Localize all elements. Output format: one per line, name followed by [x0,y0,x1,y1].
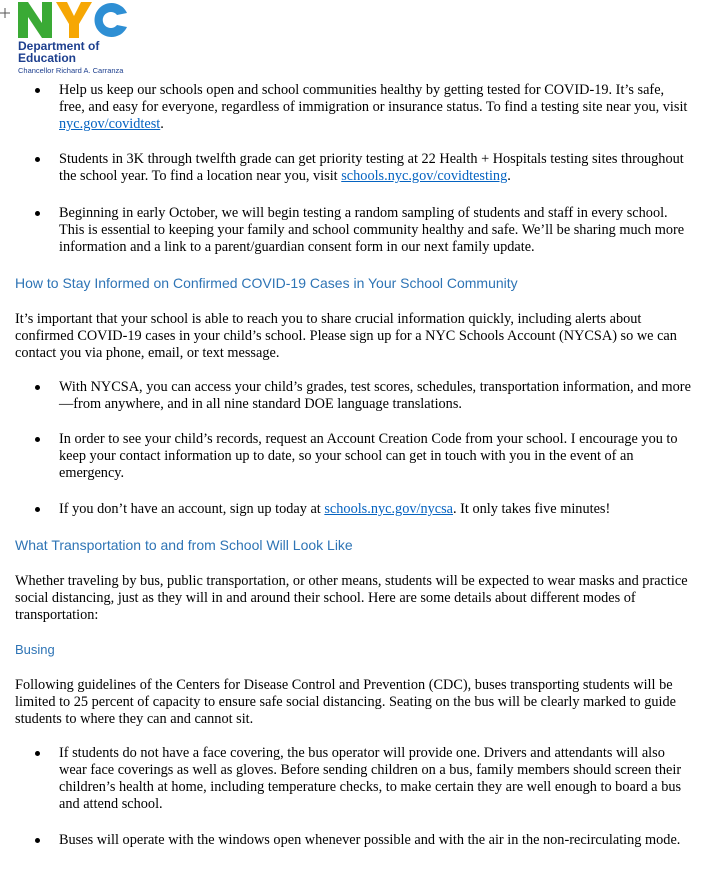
chancellor-name: Chancellor Richard A. Carranza [18,66,124,75]
bullet-dot [34,837,42,845]
bullet-dot [34,210,42,218]
nyc-letter-c [95,3,127,37]
section-heading-informed: How to Stay Informed on Confirmed COVID-19 Cases in Your School Community [15,275,518,291]
bullet-dot [34,506,42,514]
list-item: With NYCSA, you can access your child’s grades, test scores, schedules, transportation information, and more—from anywhere, and in all nine standard DOE language translations. [59,379,691,412]
bullet-dot [34,384,42,392]
subheading-busing: Busing [15,642,55,657]
bullet-dot [34,750,42,758]
bullet-dot [34,156,42,164]
nyc-logo-icon [16,0,128,40]
informed-paragraph: It’s important that your school is able to reach you to share crucial information quickly, including alerts about confirmed COVID-19 cases in your child’s school. Please sign up for a NYC Schools Account (NYCSA) so we can contact you via phone, email, or text message. [15,311,677,361]
list-item: Students in 3K through twelfth grade can get priority testing at 22 Health + Hospitals testing sites throughout the school year. To find a location near you, visit schools.nyc.gov/covidtesting. [59,151,684,184]
transportation-paragraph: Whether traveling by bus, public transportation, or other means, students will be expected to wear masks and practice social distancing, just as they will in and around their school. Here are some details about different modes of transportation: [15,573,688,623]
department-name: Department of Education [18,39,100,65]
nyc-doe-logo [16,0,128,75]
bullet-dot [34,87,42,95]
list-item: If students do not have a face covering, the bus operator will provide one. Drivers and attendants will also wear face coverings as well as gloves. Before sending children on a bus, family members should screen their children’s health at home, including temperature checks, to make certain they are well enough to board a bus and attend school. [59,745,682,812]
nyc-letter-n [18,2,52,38]
section-heading-transportation: What Transportation to and from School Will Look Like [15,537,353,553]
nyc-letter-y [56,2,92,38]
covidtesting-link[interactable]: schools.nyc.gov/covidtesting [341,168,508,184]
busing-paragraph: Following guidelines of the Centers for Disease Control and Prevention (CDC), buses transporting students will be limited to 25 percent of capacity to ensure safe social distancing. Seating on the bus will be clearly marked to guide students to where they can and cannot sit. [15,677,677,727]
nycsa-link[interactable]: schools.nyc.gov/nycsa [324,501,454,517]
crosshair-marker [0,8,10,18]
covidtest-link[interactable]: nyc.gov/covidtest [59,116,161,132]
list-item: Buses will operate with the windows open whenever possible and with the air in the non-recirculating mode. [59,832,681,848]
list-item: If you don’t have an account, sign up today at schools.nyc.gov/nycsa. It only takes five minutes! [59,501,611,517]
list-item: In order to see your child’s records, request an Account Creation Code from your school. I encourage you to keep your contact information up to date, so your school can get in touch with you in the event of an emergency. [59,431,678,481]
list-item: Help us keep our schools open and school communities healthy by getting tested for COVID-19. It’s safe, free, and easy for everyone, regardless of immigration or insurance status. To find a testing site near you, visit nyc.gov/covidtest. [59,82,688,132]
bullet-dot [34,436,42,444]
list-item: Beginning in early October, we will begin testing a random sampling of students and staff in every school. This is essential to keeping your family and school community healthy and safe. We’ll be sharing much more information and a link to a parent/guardian consent form in our next family update. [59,205,685,255]
